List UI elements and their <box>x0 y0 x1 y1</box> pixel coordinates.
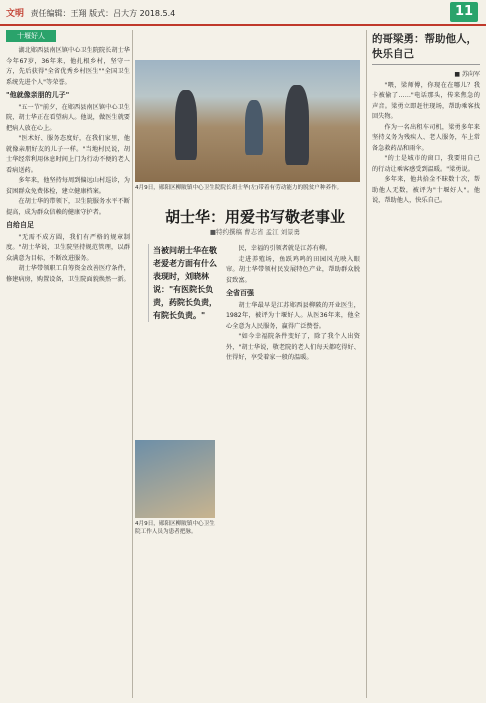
left-column <box>6 46 130 696</box>
paragraph: "喂，梁师傅，你现在在哪儿？我卡被偷了……"电话那头，传来焦急的声音。梁勇立即赶往现场，帮助乘客找回失物。 <box>372 81 480 120</box>
middle-column <box>226 244 360 696</box>
news-photo <box>135 60 360 182</box>
right-author: ■ 苏向军 <box>454 71 480 78</box>
paragraph: 在胡士华的带领下，卫生院服务水平不断提高，成为群众信赖的健康守护者。 <box>6 198 130 216</box>
paragraph: "医术好、服务态度好，在我们家里，他就像亲朋好友的儿子一样。"当地村民说，胡士华经常利用休息时间上门为行动不便的老人看病送药。 <box>6 135 130 174</box>
paragraph: 胡士华最早是江苏郧西县柳陂的开业医生，1982年，被评为十堰好人。从医36年来，他全心全意为人民服务，赢得广泛赞誉。 <box>226 301 360 330</box>
paragraph: 民，幸福的引领者就是江苏有柳。 <box>238 245 332 252</box>
photo-caption-2: 4月9日，郧阳区柳陂镇中心卫生院工作人员为患者把脉。 <box>135 521 215 535</box>
paragraph: "的士是城市的窗口，我要用自己的行动让乘客感受到温暖。"梁勇说。 <box>372 155 480 173</box>
newspaper-header <box>0 0 486 26</box>
column-divider <box>132 30 133 698</box>
paragraph: 胡士华带领职工自筹资金改善医疗条件，修建病房，购置设备，卫生院面貌焕然一新。 <box>6 265 130 283</box>
article-byline: ■特约撰稿 曹志省 孟江 刘景勇 <box>209 228 301 236</box>
intro-paragraph: 湖北郧西县南区镇中心卫生院院长胡士华今年67岁，36年来，他扎根乡村，坚守一方，先后获得"全省优秀乡村医生""全国卫生系统先进个人"等荣誉。 <box>6 47 130 86</box>
paragraph: "无需不成方圆，我们有严格的规章制度。"胡士华说，卫生院坚持规范管理，以群众满意为目标，不断改进服务。 <box>6 233 130 262</box>
news-photo-2 <box>135 440 215 518</box>
column-tag: 十堰好人 <box>6 30 56 42</box>
subheading-3: 全省百强 <box>226 289 254 297</box>
section-name: 文明 <box>6 9 25 19</box>
article-title: 胡士华：用爱书写敬老事业 <box>164 208 345 226</box>
subheading-2: 自给自足 <box>6 221 34 229</box>
paragraph: 作为一名出租车司机，梁勇多年来坚持义务为残疾人、老人服务，车上常备急救药品和雨伞。 <box>372 123 480 152</box>
photo-caption: 4月9日，郧阳区柳陂镇中心卫生院院长胡士华(左)带着有劳动能力的脱贫户种养作。 <box>135 185 343 191</box>
paragraph: "五一节"前夕，在郧西县南区镇中心卫生院，胡士华正在看望病人。他说，做医生就要把病人放在心上。 <box>6 103 130 132</box>
header-meta <box>6 6 175 19</box>
editor-info: 责任编辑：王翔 版式：吕大方 2018.5.4 <box>30 9 176 18</box>
paragraph: "如今幸福院条件变好了，除了我个人出资外，"胡士华说，敬老院的老人们每天都吃得好、住得好，享受着家一般的温暖。 <box>226 333 360 361</box>
right-article-title: 的哥梁勇：帮助他人，快乐自己 <box>372 32 480 65</box>
subheading-1: "他就像亲朋的儿子" <box>6 91 70 99</box>
paragraph: 多年来，他共拾金不昧数十次，帮助他人无数，被评为"十堰好人"。他说，帮助他人，快乐自己。 <box>372 176 480 204</box>
paragraph: 走进养殖场，鱼跃鸡鸣的田园风光映入眼帘。胡士华带领村民发展特色产业，帮助群众脱贫致富。 <box>226 255 360 284</box>
column-divider <box>366 30 367 698</box>
right-column <box>372 70 480 696</box>
pull-quote: 当被问胡士华在敬老爱老方面有什么表现时，刘晓林说："有医院长负责，药院长负责，有院长负责。" <box>148 244 223 322</box>
page-number: 11 <box>450 2 478 22</box>
paragraph: 多年来，他坚持每周到偏远山村巡诊，为贫困群众免费体检，建立健康档案。 <box>6 177 130 195</box>
